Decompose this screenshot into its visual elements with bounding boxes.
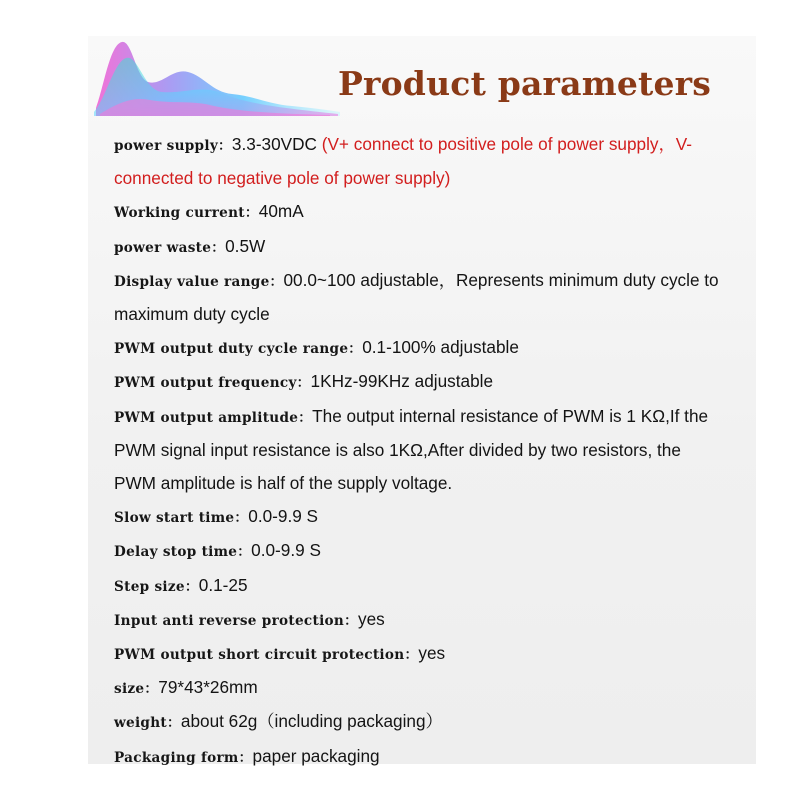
param-value: 79*43*26mm bbox=[158, 677, 258, 698]
param-note: (V+ connect to positive pole of power supply，V- connected to negative pole of power supply) bbox=[114, 134, 692, 189]
param-value: yes bbox=[358, 608, 385, 629]
param-delay-stop-time bbox=[114, 534, 724, 568]
param-value: about 62g（including packaging） bbox=[180, 711, 443, 732]
param-value: 1KHz-99KHz adjustable bbox=[310, 371, 494, 392]
param-value: 0.0-9.9 S bbox=[248, 506, 319, 527]
param-value: yes bbox=[418, 643, 446, 664]
param-value: 0.1-25 bbox=[198, 574, 248, 595]
param-label: Delay stop time： bbox=[114, 544, 252, 561]
param-label: Input anti reverse protection： bbox=[114, 612, 358, 629]
gradient-wave-logo bbox=[92, 38, 342, 116]
param-working-current bbox=[114, 195, 724, 229]
param-display-value-range bbox=[114, 264, 724, 331]
param-label: Packaging form： bbox=[114, 749, 253, 766]
param-value: The output internal resistance of PWM is 1 KΩ,If the PWM signal input resistance is also 1KΩ,After divided by two resistors, the PWM amplitude is half of the supply voltage. bbox=[114, 405, 709, 494]
param-label: size： bbox=[114, 681, 159, 698]
param-value: 0.5W bbox=[225, 235, 266, 256]
param-anti-reverse-protection bbox=[114, 603, 724, 637]
param-label: Display value range： bbox=[114, 273, 284, 290]
param-label: weight： bbox=[114, 715, 181, 732]
param-weight bbox=[114, 705, 724, 739]
param-value: paper packaging bbox=[252, 745, 380, 766]
param-size bbox=[114, 671, 724, 705]
param-label: Slow start time： bbox=[114, 510, 249, 527]
param-label: PWM output duty cycle range： bbox=[114, 341, 363, 358]
param-label: PWM output short circuit protection： bbox=[114, 647, 419, 664]
param-slow-start-time bbox=[114, 500, 724, 534]
page-title: Product parameters bbox=[338, 64, 712, 103]
param-label: Working current： bbox=[114, 205, 259, 222]
param-power-supply bbox=[114, 128, 724, 195]
param-label: power waste： bbox=[114, 239, 226, 256]
param-step-size bbox=[114, 569, 724, 603]
param-output-frequency bbox=[114, 365, 724, 399]
param-value: 00.0~100 adjustable，Represents minimum duty cycle to maximum duty cycle bbox=[114, 269, 719, 325]
param-duty-cycle-range bbox=[114, 331, 724, 365]
param-label: PWM output amplitude： bbox=[114, 409, 313, 426]
param-label: Step size： bbox=[114, 578, 199, 595]
param-value: 0.0-9.9 S bbox=[251, 540, 321, 561]
param-value: 0.1-100% adjustable bbox=[362, 337, 519, 358]
param-value: 3.3-30VDC bbox=[231, 134, 322, 154]
param-value: 40mA bbox=[258, 201, 304, 222]
param-label: PWM output frequency： bbox=[114, 375, 311, 392]
param-packaging-form bbox=[114, 740, 724, 774]
param-short-circuit-protection bbox=[114, 637, 724, 671]
param-power-waste bbox=[114, 230, 724, 264]
param-output-amplitude bbox=[114, 400, 724, 501]
parameters-list bbox=[114, 128, 724, 774]
param-label: power supply： bbox=[114, 138, 232, 154]
